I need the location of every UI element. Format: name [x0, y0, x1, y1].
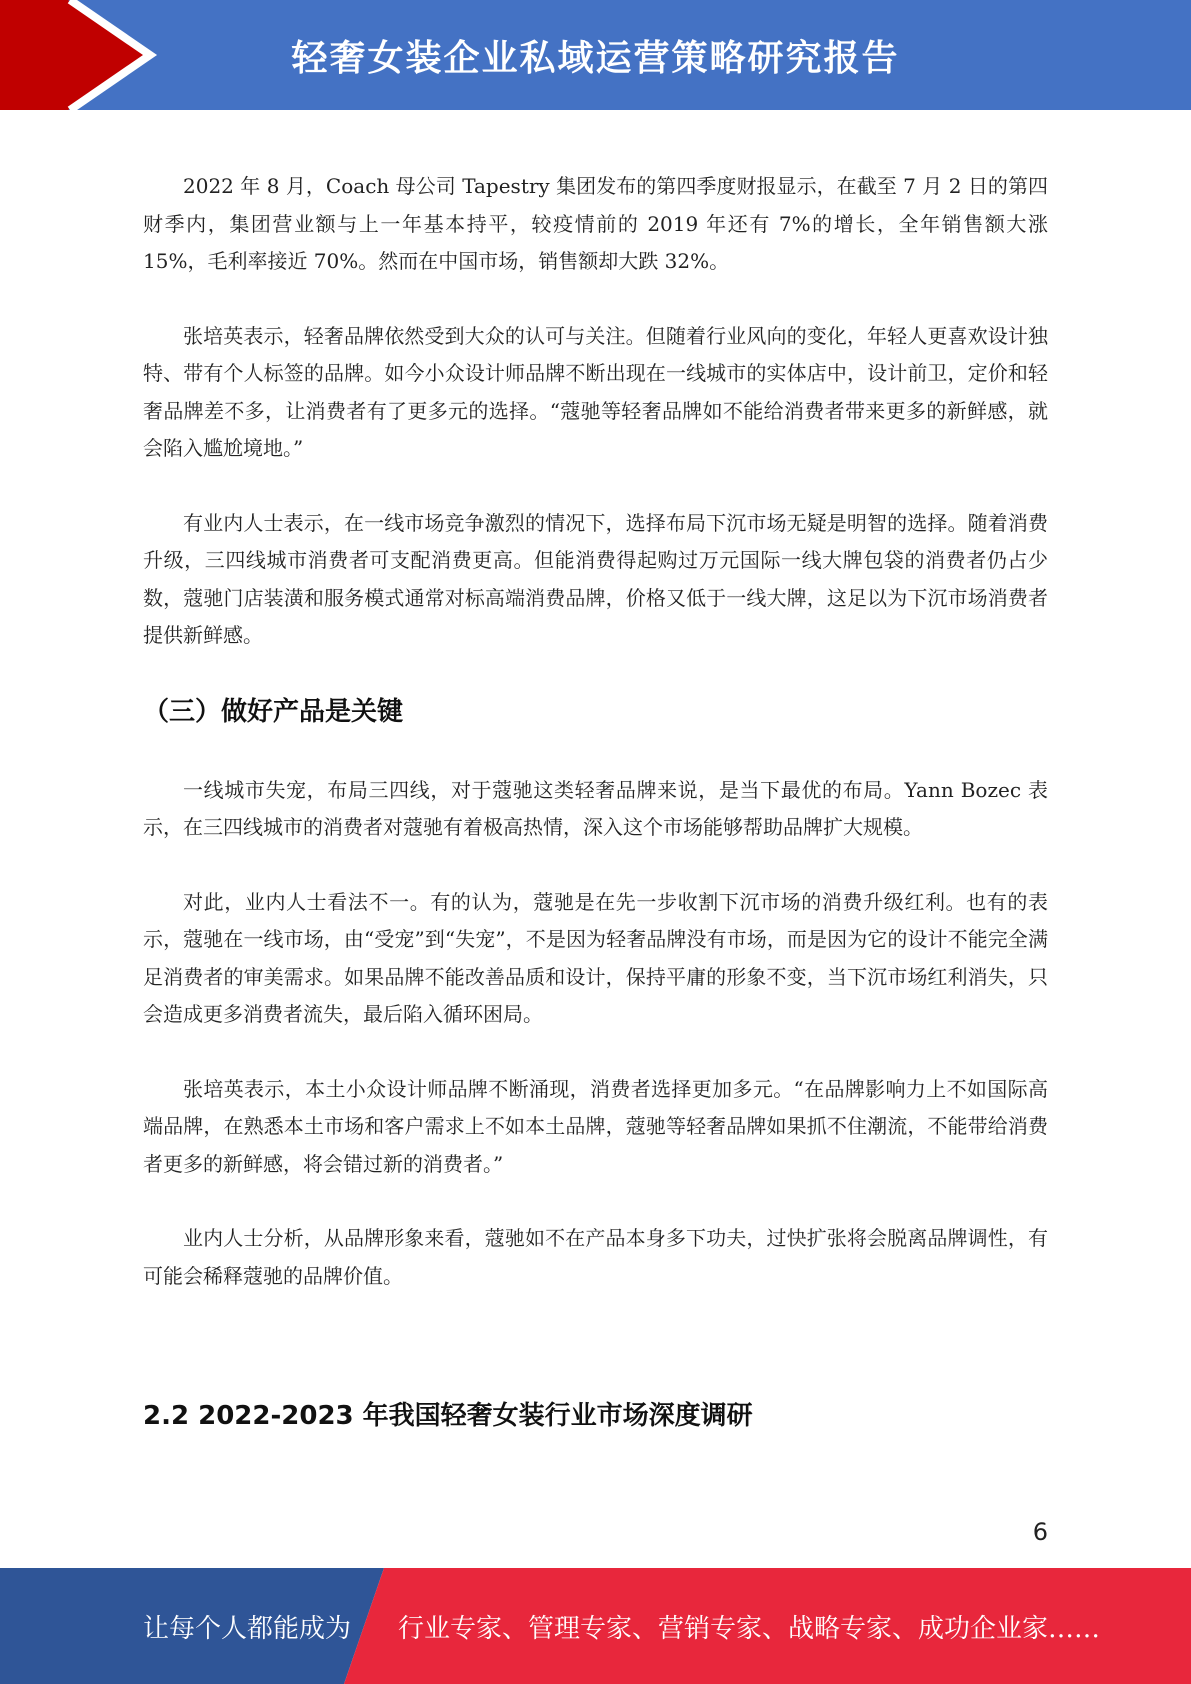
body-content	[143, 168, 1048, 1332]
chapter-heading: 2.2 2022-2023 年我国轻奢女装行业市场深度调研	[143, 1401, 753, 1431]
header-arrow-icon	[0, 0, 160, 110]
paragraph: 有业内人士表示，在一线市场竞争激烈的情况下，选择布局下沉市场无疑是明智的选择。随着消费升级，三四线城市消费者可支配消费更高。但能消费得起购过万元国际一线大牌包袋的消费者仍占少数，蔻驰门店装潢和服务模式通常对标高端消费品牌，价格又低于一线大牌，这足以为下沉市场消费者提供新鲜感。	[143, 510, 1048, 647]
footer-slogan-left: 让每个人都能成为	[143, 1613, 352, 1644]
paragraph: 张培英表示，轻奢品牌依然受到大众的认可与关注。但随着行业风向的变化，年轻人更喜欢设计独特、带有个人标签的品牌。如今小众设计师品牌不断出现在一线城市的实体店中，设计前卫，定价和轻奢品牌差不多，让消费者有了更多元的选择。“蔻驰等轻奢品牌如不能给消费者带来更多的新鲜感，就会陷入尴尬境地。”	[143, 323, 1048, 460]
page-number: 6	[1032, 1518, 1048, 1546]
section-heading: （三）做好产品是关键	[143, 696, 404, 727]
paragraph: 张培英表示，本土小众设计师品牌不断涌现，消费者选择更加多元。“在品牌影响力上不如国际高端品牌，在熟悉本土市场和客户需求上不如本土品牌，蔻驰等轻奢品牌如果抓不住潮流，不能带给消费者更多的新鲜感，将会错过新的消费者。”	[143, 1076, 1048, 1176]
page-footer	[0, 1568, 1191, 1684]
paragraph: 对此，业内人士看法不一。有的认为，蔻驰是在先一步收割下沉市场的消费升级红利。也有的表示，蔻驰在一线市场，由“受宠”到“失宠”，不是因为轻奢品牌没有市场，而是因为它的设计不能完全满足消费者的审美需求。如果品牌不能改善品质和设计，保持平庸的形象不变，当下沉市场红利消失，只会造成更多消费者流失，最后陷入循环困局。	[143, 889, 1048, 1026]
paragraph: 业内人士分析，从品牌形象来看，蔻驰如不在产品本身多下功夫，过快扩张将会脱离品牌调性，有可能会稀释蔻驰的品牌价值。	[143, 1226, 1048, 1288]
footer-slogan-right: 行业专家、管理专家、营销专家、战略专家、成功企业家……	[398, 1613, 1101, 1644]
paragraph: 2022 年 8 月，Coach 母公司 Tapestry 集团发布的第四季度财报显示，在截至 7 月 2 日的第四财季内，集团营业额与上一年基本持平，较疫情前的 2019 年还有 7%的增长，全年销售额大涨 15%，毛利率接近 70%。然而在中国市场，销售额却大跌 32%。	[143, 174, 1048, 273]
report-title: 轻奢女装企业私域运营策略研究报告	[291, 37, 900, 79]
paragraph: 一线城市失宠，布局三四线，对于蔻驰这类轻奢品牌来说，是当下最优的布局。Yann Bozec 表示，在三四线城市的消费者对蔻驰有着极高热情，深入这个市场能够帮助品牌扩大规模。	[143, 777, 1048, 839]
page-header	[0, 0, 1191, 110]
